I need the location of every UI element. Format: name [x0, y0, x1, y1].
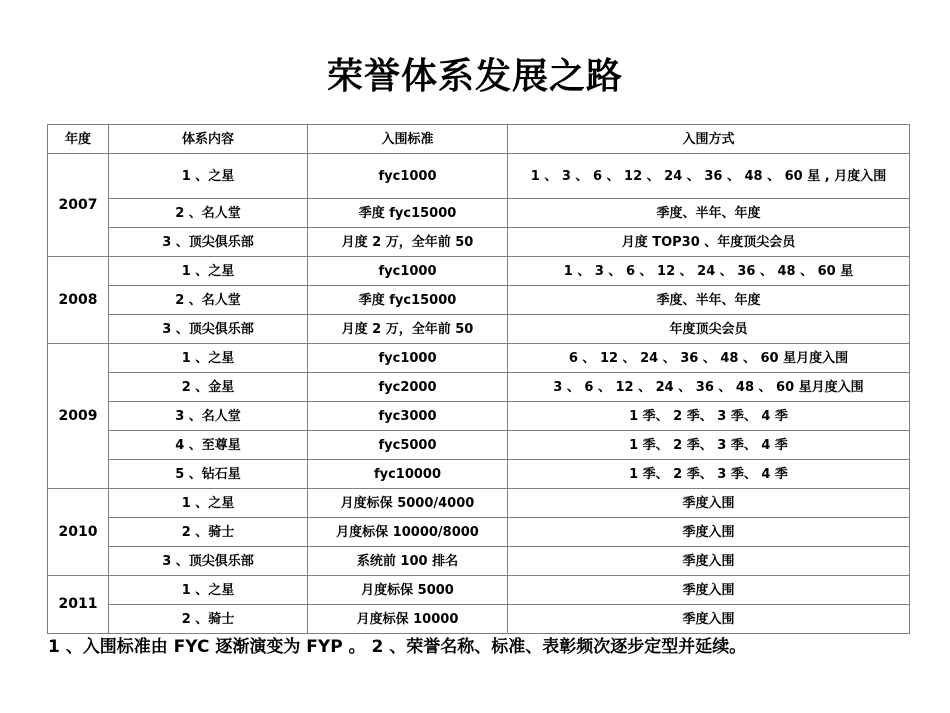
content-cell: 2 、名人堂	[109, 199, 308, 228]
standard-cell: fyc10000	[308, 460, 508, 489]
year-cell: 2010	[48, 489, 109, 576]
content-cell: 1 、之星	[109, 154, 308, 199]
header-content: 体系内容	[109, 125, 308, 154]
standard-cell: fyc1000	[308, 344, 508, 373]
table-row	[48, 257, 910, 286]
content-cell: 2 、名人堂	[109, 286, 308, 315]
table-row	[48, 489, 910, 518]
table-row	[48, 576, 910, 605]
standard-cell: 月度标保 5000	[308, 576, 508, 605]
method-cell: 季度、半年、年度	[508, 199, 910, 228]
standard-cell: 月度 2 万，全年前 50	[308, 315, 508, 344]
table-row	[48, 315, 910, 344]
table-row	[48, 286, 910, 315]
content-cell: 3 、顶尖俱乐部	[109, 315, 308, 344]
content-cell: 3 、顶尖俱乐部	[109, 547, 308, 576]
standard-cell: fyc1000	[308, 257, 508, 286]
standard-cell: 月度标保 5000/4000	[308, 489, 508, 518]
content-cell: 3 、顶尖俱乐部	[109, 228, 308, 257]
method-cell: 季度、半年、年度	[508, 286, 910, 315]
table-row	[48, 344, 910, 373]
method-cell: 季度入围	[508, 518, 910, 547]
table-row	[48, 154, 910, 199]
method-cell: 1 季、 2 季、 3 季、 4 季	[508, 431, 910, 460]
table-row	[48, 199, 910, 228]
year-cell: 2007	[48, 154, 109, 257]
standard-cell: 系统前 100 排名	[308, 547, 508, 576]
standard-cell: 季度 fyc15000	[308, 199, 508, 228]
method-cell: 6 、 12 、 24 、 36 、 48 、 60 星月度入围	[508, 344, 910, 373]
standard-cell: fyc5000	[308, 431, 508, 460]
year-cell: 2008	[48, 257, 109, 344]
header-year: 年度	[48, 125, 109, 154]
table-row	[48, 431, 910, 460]
method-cell: 1 季、 2 季、 3 季、 4 季	[508, 402, 910, 431]
method-cell: 季度入围	[508, 576, 910, 605]
method-cell: 年度顶尖会员	[508, 315, 910, 344]
content-cell: 1 、之星	[109, 576, 308, 605]
content-cell: 5 、钻石星	[109, 460, 308, 489]
header-standard: 入围标准	[308, 125, 508, 154]
method-cell: 月度 TOP30 、年度顶尖会员	[508, 228, 910, 257]
table-row	[48, 547, 910, 576]
table-header-row	[48, 125, 910, 154]
table-row	[48, 605, 910, 634]
year-cell: 2011	[48, 576, 109, 634]
method-cell: 季度入围	[508, 547, 910, 576]
header-method: 入围方式	[508, 125, 910, 154]
year-cell: 2009	[48, 344, 109, 489]
summary-note: 1 、入围标准由 FYC 逐渐演变为 FYP 。 2 、荣誉名称、标准、表彰频次逐步定型并延续。	[48, 637, 747, 657]
content-cell: 2 、骑士	[109, 605, 308, 634]
content-cell: 4 、至尊星	[109, 431, 308, 460]
standard-cell: 月度标保 10000	[308, 605, 508, 634]
method-cell: 季度入围	[508, 489, 910, 518]
page-title: 荣誉体系发展之路	[326, 56, 623, 97]
honor-system-table	[47, 124, 910, 634]
method-cell: 1 季、 2 季、 3 季、 4 季	[508, 460, 910, 489]
table-row	[48, 228, 910, 257]
standard-cell: 月度 2 万，全年前 50	[308, 228, 508, 257]
content-cell: 2 、骑士	[109, 518, 308, 547]
standard-cell: fyc2000	[308, 373, 508, 402]
method-cell: 1 、 3 、 6 、 12 、 24 、 36 、 48 、 60 星	[508, 257, 910, 286]
method-cell: 季度入围	[508, 605, 910, 634]
method-cell: 3 、 6 、 12 、 24 、 36 、 48 、 60 星月度入围	[508, 373, 910, 402]
standard-cell: 月度标保 10000/8000	[308, 518, 508, 547]
content-cell: 2 、金星	[109, 373, 308, 402]
standard-cell: fyc3000	[308, 402, 508, 431]
content-cell: 1 、之星	[109, 257, 308, 286]
table-row	[48, 373, 910, 402]
method-cell: 1 、 3 、 6 、 12 、 24 、 36 、 48 、 60 星 , 月度入围	[508, 154, 910, 199]
table-row	[48, 460, 910, 489]
standard-cell: fyc1000	[308, 154, 508, 199]
table-row	[48, 518, 910, 547]
content-cell: 1 、之星	[109, 489, 308, 518]
standard-cell: 季度 fyc15000	[308, 286, 508, 315]
content-cell: 1 、之星	[109, 344, 308, 373]
table-row	[48, 402, 910, 431]
content-cell: 3 、名人堂	[109, 402, 308, 431]
